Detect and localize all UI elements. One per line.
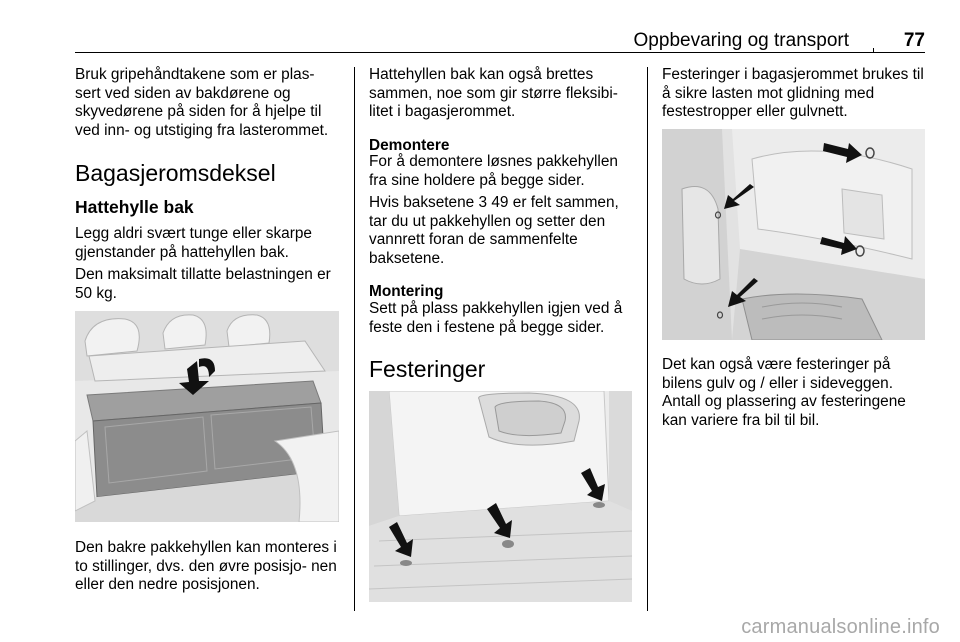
subheading-demontere: Demontere (369, 137, 450, 154)
header-tick (873, 48, 874, 53)
column-divider-2 (647, 67, 648, 611)
col3-intro: Festeringer i bagasjerommet brukes til å sikre lasten mot glidning med festestropper eller gulvnett. (662, 66, 924, 121)
col2-intro: Hattehyllen bak kan også brettes sammen, noe som gir større fleksibi- litet i bagasjerommet. (369, 66, 618, 121)
page-header (75, 24, 925, 54)
subheading-montering: Montering (369, 283, 444, 300)
col2-mount-text: Sett på plass pakkehyllen igjen ved å feste den i festene på begge sider. (369, 300, 623, 336)
heading-bagasjeromsdeksel: Bagasjeromsdeksel (75, 160, 276, 186)
page-number: 77 (903, 30, 925, 51)
col1-warning: Legg aldri svært tunge eller skarpe gjenstander på hattehyllen bak. (75, 225, 312, 261)
subheading-hattehylle: Hattehylle bak (75, 197, 194, 217)
seats-text-end: er felt sammen, tar du ut pakkehyllen og setter den vannrett foran de sammenfelte baksetene. (369, 194, 619, 267)
header-rule (75, 52, 925, 53)
heading-festeringer: Festeringer (369, 356, 486, 382)
cargo-rings-illustration (662, 129, 925, 340)
figure-cargo-rings (662, 129, 925, 340)
figure-parcel-shelf (75, 311, 339, 522)
floor-rings-illustration (369, 391, 632, 602)
column-divider-1 (354, 67, 355, 611)
figure-floor-rings (369, 391, 632, 602)
col3-caption: Det kan også være festeringer på bilens gulv og / eller i sideveggen. Antall og plassering av festeringene kan variere fra bil til bil. (662, 356, 906, 429)
section-title: Oppbevaring og transport (633, 30, 849, 51)
col1-intro: Bruk gripehåndtakene som er plas- sert ved siden av bakdørene og skyvedørene på siden for å hjelpe til ved inn- og utstiging fra lasterommet. (75, 66, 329, 139)
page-reference-link[interactable]: 3 49 (478, 194, 509, 211)
col2-remove-text: For å demontere løsnes pakkehyllen fra sine holdere på begge sider. (369, 153, 618, 189)
col2-seats-text (369, 194, 637, 268)
seats-text-start: Hvis baksetene (369, 194, 479, 211)
watermark: carmanualsonline.info (741, 616, 940, 638)
col1-load: Den maksimalt tillatte belastningen er 50 kg. (75, 266, 331, 302)
col1-caption: Den bakre pakkehyllen kan monteres i to stillinger, dvs. den øvre posisjo- nen eller den nedre posisjonen. (75, 539, 337, 594)
parcel-shelf-illustration (75, 311, 339, 522)
